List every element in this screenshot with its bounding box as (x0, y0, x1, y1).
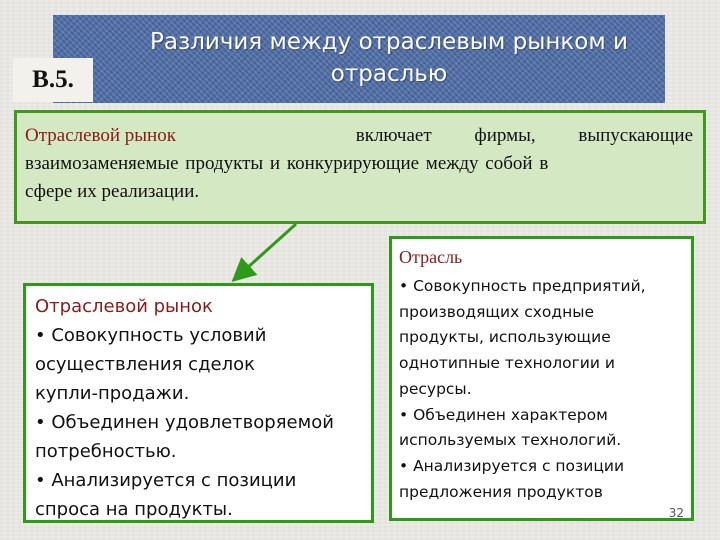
industry-box-line: используемых технологий. (399, 431, 622, 450)
arrow-to-market (236, 224, 296, 278)
market-box-line: потребностью. (35, 441, 177, 462)
industry-box-line: • Совокупность предприятий, (399, 277, 646, 295)
industry-box-line: продукты, использующие (399, 328, 611, 347)
definition-line-1-rest: включает фирмы, выпускающие (355, 125, 693, 146)
market-box-line: купли-продажи. (35, 383, 190, 404)
industry-box-line: ресурсы. (399, 379, 472, 398)
slide-title-line-2: отраслью (330, 61, 448, 87)
industry-box-line: • Объединен характером (399, 405, 608, 424)
market-box-line: осуществления сделок (35, 354, 255, 375)
industry-box (389, 236, 694, 521)
market-box-line: • Объединен удовлетворяемой (35, 412, 334, 433)
industry-box-line: однотипные технологии и (399, 354, 615, 373)
market-box-line: • Совокупность условий (35, 325, 267, 346)
slide-label: В.5. (13, 58, 93, 102)
market-box-heading: Отраслевой рынок (35, 296, 213, 317)
market-box-line: спроса на продукты. (35, 499, 233, 520)
industry-box-heading: Отрасль (399, 247, 463, 267)
industry-box-line: производящих сходные (399, 302, 595, 321)
definition-line-2: взаимозаменяемые продукты и конкурирующие между собой в (25, 153, 549, 174)
industry-box-line: предложения продуктов (399, 482, 603, 501)
page-number: 32 (668, 506, 684, 520)
definition-term: Отраслевой рынок (25, 125, 176, 146)
market-box-line: • Анализируется с позиции (35, 470, 297, 491)
definition-line-3: сфере их реализации. (25, 181, 200, 202)
market-box (23, 283, 374, 523)
industry-box-line: • Анализируется с позиции (399, 456, 625, 475)
slide-title-line-1: Различия между отраслевым рынком и (150, 29, 628, 55)
